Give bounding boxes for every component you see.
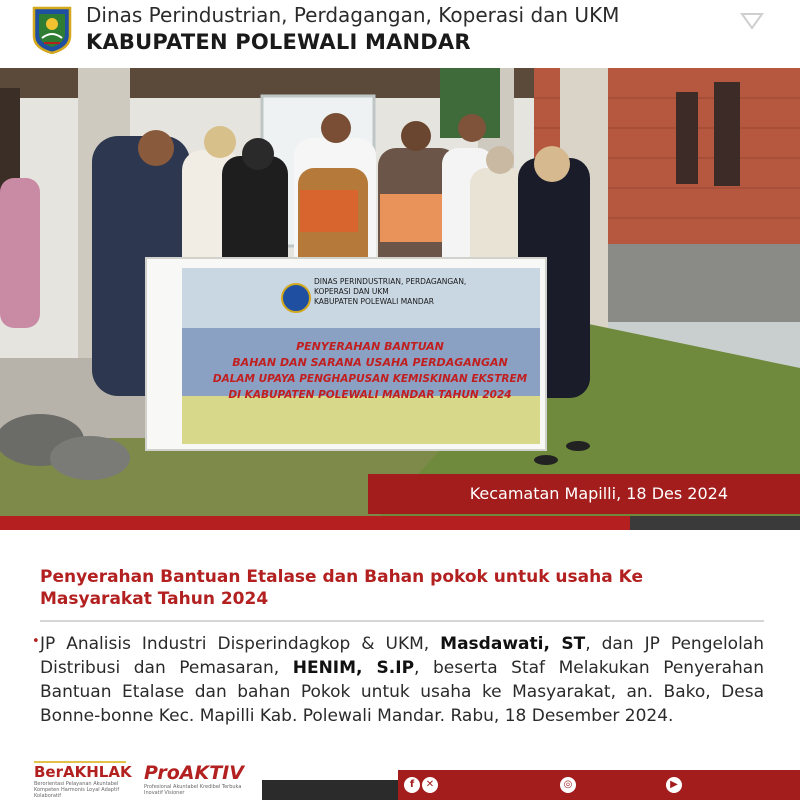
social-bar — [398, 770, 800, 800]
proaktiv-name: ProAKTIV — [144, 762, 244, 784]
banner-title-line4: DI KABUPATEN POLEWALI MANDAR TAHUN 2024 — [228, 389, 512, 401]
banner-title-line2: BAHAN DAN SARANA USAHA PERDAGANGAN — [232, 356, 508, 369]
event-photo — [0, 68, 800, 516]
triangle-decoration-icon — [740, 12, 764, 30]
accent-stripe-dark — [630, 516, 800, 530]
proaktiv-tagline: Profesional Akuntabel Kredibel Terbuka Inovatif Visioner — [144, 784, 242, 796]
body-text-3: , beserta Staf Melakukan Penyerahan Bantuan Etalase dan bahan Pokok untuk usaha ke Masyarakat, an. Bako, Desa Bonne-bonne Kec. Mapilli Kab. Polewali Mandar. Rabu, 18 Desember 2024. — [40, 658, 764, 726]
agency-name: Dinas Perindustrian, Perdagangan, Koperasi dan UKM — [86, 3, 620, 27]
facebook-icon[interactable]: f — [404, 777, 420, 793]
banner-org-line2: KOPERASI DAN UKM — [314, 287, 389, 296]
banner-org-line3: KABUPATEN POLEWALI MANDAR — [314, 297, 434, 306]
berakhlak-name: BerAKHLAK — [34, 763, 132, 781]
youtube-icon[interactable]: ▶ — [666, 777, 682, 793]
official-name-2: HENIM, S.IP — [292, 658, 415, 678]
event-banner — [146, 258, 546, 450]
banner-org-line1: DINAS PERINDUSTRIAN, PERDAGANGAN, — [314, 277, 467, 286]
official-name-1: Masdawati, ST — [440, 634, 586, 654]
footer-dark-band — [262, 780, 398, 800]
regency-name: KABUPATEN POLEWALI MANDAR — [86, 30, 471, 54]
body-text-2: , dan JP Pengelolah Distribusi dan Pemasaran, — [40, 634, 764, 678]
berakhlak-tagline: Berorientasi Pelayanan Akuntabel Kompeten Harmonis Loyal Adaptif Kolaboratif — [34, 781, 120, 799]
regency-logo-icon — [30, 6, 74, 54]
article-body — [40, 632, 764, 728]
bullet-icon: • — [32, 634, 40, 649]
banner-title-line3: DALAM UPAYA PENGHAPUSAN KEMISKINAN EKSTREM — [212, 373, 528, 385]
divider — [40, 620, 764, 622]
x-icon[interactable]: ✕ — [422, 777, 438, 793]
instagram-icon[interactable]: ◎ — [560, 777, 576, 793]
page-footer — [0, 756, 800, 800]
accent-stripe — [0, 516, 630, 530]
proaktiv-logo — [144, 762, 254, 796]
page-header — [0, 0, 800, 68]
location-date-caption: Kecamatan Mapilli, 18 Des 2024 — [469, 484, 728, 503]
berakhlak-logo — [34, 763, 132, 799]
article-headline: Penyerahan Bantuan Etalase dan Bahan pokok untuk usaha Ke Masyarakat Tahun 2024 — [40, 567, 644, 609]
body-text-1: JP Analisis Industri Disperindagkop & UKM, — [40, 634, 441, 654]
banner-title-line1: PENYERAHAN BANTUAN — [296, 340, 444, 353]
